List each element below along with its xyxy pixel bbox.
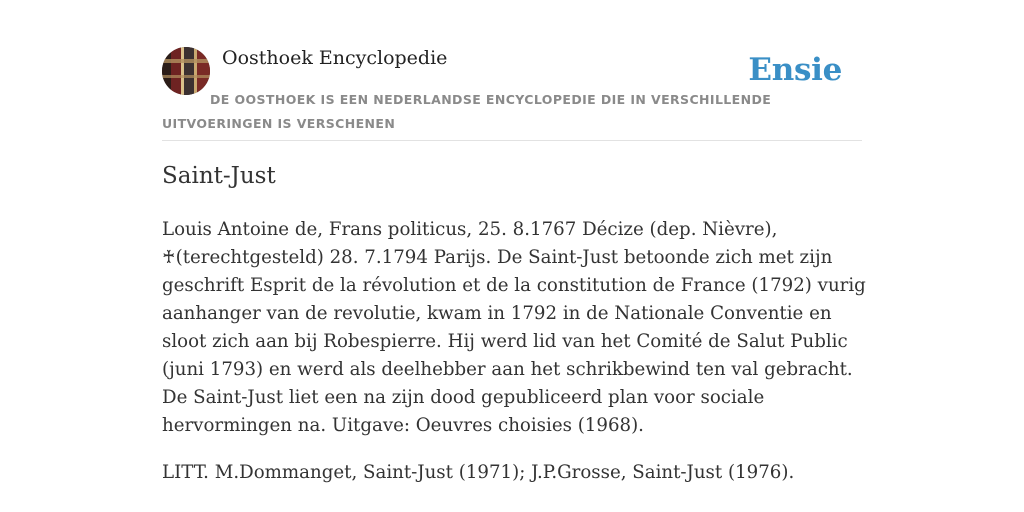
brand-logo[interactable]: Ensie xyxy=(748,52,842,88)
article-body: Louis Antoine de, Frans politicus, 25. 8.1767 Décize (dep. Nièvre), ♰(terechtgesteld) 28. 7.1794 Parijs. De Saint-Just betoonde zich met zijn geschrift Esprit de la révolution et de la constitution de France (1792) vurig aanhanger van de revolutie, kwam in 1792 in de Nationale Conventie en sloot zich aan bij Robespierre. Hij werd lid van het Comité de Salut Public (juni 1793) en werd als deelhebber aan het schrikbewind ten val gebracht. De Saint-Just liet een na zijn dood gepubliceerd plan voor sociale hervormingen na. Uitgave: Oeuvres choisies (1968). xyxy=(162,219,866,436)
site-name-link[interactable]: Oosthoek Encyclopedie xyxy=(222,47,448,69)
site-header xyxy=(162,46,862,141)
article-literature: LITT. M.Dommanget, Saint-Just (1971); J.P.Grosse, Saint-Just (1976). xyxy=(162,462,795,483)
article-title: Saint-Just xyxy=(162,163,276,189)
site-tagline: DE OOSTHOEK IS EEN NEDERLANDSE ENCYCLOPEDIE DIE IN VERSCHILLENDE UITVOERINGEN IS VERSCHENEN xyxy=(162,92,772,131)
